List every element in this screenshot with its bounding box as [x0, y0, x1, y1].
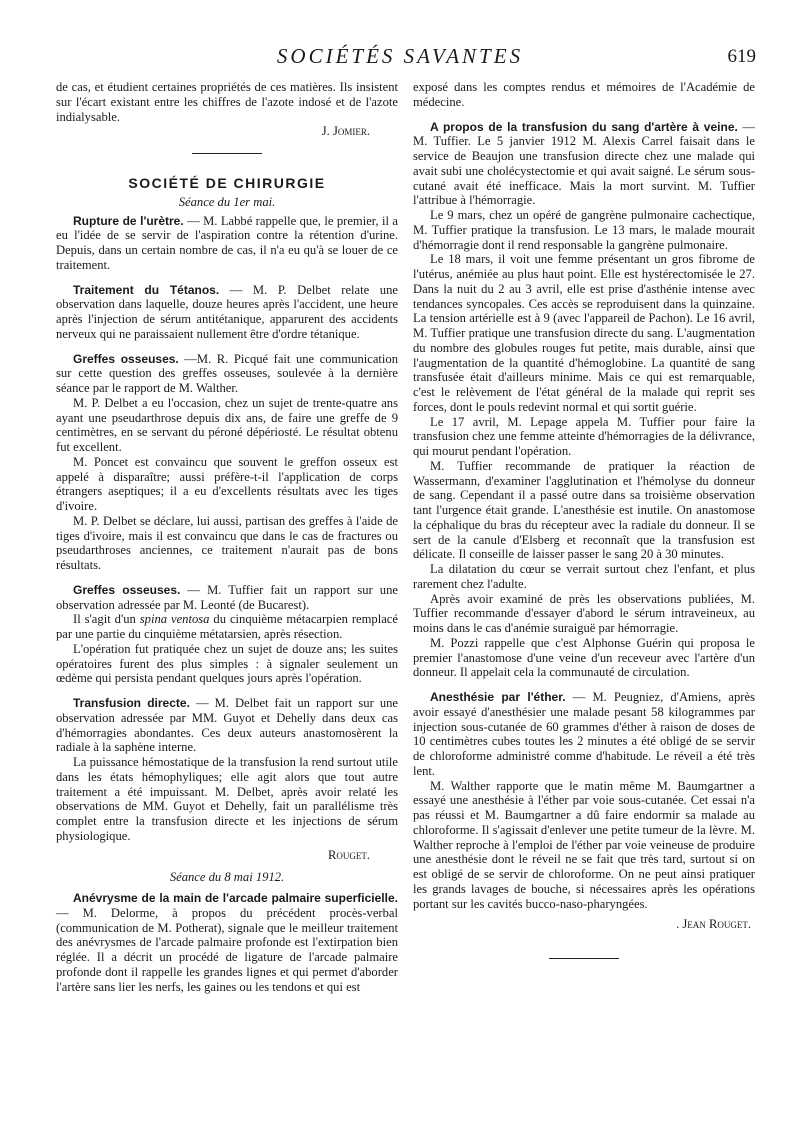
report-text: —M. R. Picqué fait une communication sur cette question des greffes osseuses, soulevée à la dernière séance par le rapport de M. Walther. [56, 351, 399, 395]
running-title: SOCIÉTÉS SAVANTES [276, 44, 524, 68]
text-fragment: du cinquième métacarpien remplacé par une partie du cinquième métatarsien, après résection. [56, 612, 398, 641]
body-paragraph: Le 9 mars, chez un opéré de gangrène pulmonaire cachectique, M. Tuffier pratique la transfusion. Le 13 mars, le malade mourait d'hémorragie dont il rend responsable la gangrène pulmonaire. [413, 208, 755, 252]
body-paragraph: La puissance hémostatique de la transfusion la rend surtout utile dans les états hémophyliques; elle agit alors que tout autre traitement a été impuissant. M. Delbet, après avoir relaté les observations de MM. Guyot et Dehelly, fait un parallélisme très complet entre la transfusion directe et les injections de sérum physiologique. [56, 755, 398, 843]
session-date: Séance du 8 mai 1912. [169, 870, 285, 885]
report-heading: Rupture de l'urètre. [73, 213, 184, 228]
right-column [413, 80, 755, 959]
report-paragraph [56, 696, 398, 755]
report-paragraph [56, 352, 398, 396]
report-heading: Greffes osseuses. [73, 582, 181, 597]
report-text: — M. Tuffier fait un rapport sur une observation adressée par M. Leonté (de Bucarest). [56, 582, 398, 612]
report-heading: Transfusion directe. [73, 696, 190, 710]
session-date: Séance du 1er mai. [178, 194, 276, 209]
body-paragraph: Le 18 mars, il voit une femme présentant un gros fibrome de l'utérus, anémiée au plus haut point. Elle est hystérectomisée le 27. Dans la nuit du 2 au 3 avril, elle est prise d'asthénie intense avec tendances syncopales. Ces accès se reproduisent dans la quinzaine. La tension artérielle est à 9 (avec l'appareil de Pachon). Le 16 avril, M. Tuffier pratique une transfusion directe du sang. L'augmentation du nombre des globules rouges fut petite, mais durable, ainsi que l'augmentation de la quantité d'hémoglobine. La quantité de sang transfusée était d'ailleurs minime. Mais ce qui est remarquable, c'est le relèvement de l'état général de la malade qui reprit ses forces, dont le pouls redevint normal et qui sortit guérie. [413, 252, 755, 414]
report-paragraph [56, 891, 398, 994]
running-head [0, 44, 800, 68]
divider [549, 958, 619, 959]
body-paragraph: Après avoir examiné de près les observations publiées, M. Tuffier recommande d'essayer d'abord le sérum intraveineux, au moins dans le cas d'anémie suraiguë par hémorragie. [413, 591, 755, 635]
report-text: — M. Delbet fait un rapport sur une observation adressée par MM. Guyot et Dehelly dans deux cas d'hémorragies abondantes. Ces deux auteurs anastomosèrent la radiale à la saphène interne. [56, 696, 399, 755]
italic-term: spina ventosa [139, 612, 210, 627]
report-signature: . Jean Rouget. [676, 917, 751, 932]
report-paragraph [56, 583, 398, 613]
body-paragraph: M. P. Delbet se déclare, lui aussi, partisan des greffes à l'aide de tiges d'ivoire, mais il est convaincu que dans le cas de fractures ou pseudarthroses anciennes, ce traitement n'aurait pas de bons résultats. [56, 513, 398, 572]
report-text: — M. Peugniez, d'Amiens, après avoir essayé d'anesthésier une malade pesant 58 kilogrammes par injection sous-cutanée de 60 grammes d'éther à raison de doses de 10 centimètres cubes toutes les 2 minutes a été obligé de se servir de chloroforme administré comme d'habitude. Le réveil a été très lent. [413, 690, 755, 778]
report-paragraph [413, 690, 755, 779]
body-paragraph: Le 17 avril, M. Lepage appela M. Tuffier pour faire la transfusion chez une femme atteinte d'hémorragies de la délivrance, qui mourut pendant l'opération. [413, 414, 755, 458]
report-heading: Anévrysme de la main de l'arcade palmaire superficielle. [73, 891, 398, 905]
report-paragraph [56, 283, 398, 342]
body-paragraph: exposé dans les comptes rendus et mémoires de l'Académie de médecine. [413, 80, 755, 109]
body-paragraph: M. Walther rapporte que le matin même M. Baumgartner a essayé une anesthésie à l'éther par voie sous-cutanée. Cet essai n'a pas réussi et M. Baumgartner a dû faire endormir sa malade au chloroforme. Il s'agissait d'enlever une petite tumeur de la lèvre. M. Walther reproche à l'emploi de l'éther par voie veineuse de produire une anesthésie dont le réveil ne se fait que très tard, surtout si on est obligé de se servir de chloroforme. On ne peut ainsi pratiquer les grands lavages de bouche, si nécessaires après les opérations portant sur les cavités bucco-naso-pharyngées. [413, 778, 755, 911]
intro-paragraph: de cas, et étudient certaines propriétés de ces matières. Ils insistent sur l'écart existant entre les chiffres de l'azote indosé et de l'azote indialysable. [56, 80, 398, 124]
report-text: — M. Tuffier. Le 5 janvier 1912 M. Alexis Carrel faisait dans le service de Beaujon une transfusion directe chez une malade qui avait subi une cholécystectomie et qui avait saigné. Le sérum sous-cutané avait été inefficace. Mais la mort survint. M. Tuffier l'attribue à l'hémorragie. [413, 119, 755, 208]
page-number: 619 [727, 46, 756, 67]
body-paragraph: La dilatation du cœur se verrait surtout chez l'enfant, et plus rarement chez l'adulte. [413, 562, 755, 591]
report-text: — M. Labbé rappelle que, le premier, il a eu l'idée de se servir de l'aspiration contre la rétention d'urine. Depuis, dans un certain nombre de cas, il n'a eu qu'à se louer de ce traitement. [56, 213, 399, 272]
body-paragraph: M. Poncet est convaincu que souvent le greffon osseux est appelé à disparaître; aussi préfère-t-il l'application de corps étrangers aseptiques; il a eu d'excellents résultats avec les tiges d'ivoire. [56, 454, 398, 513]
body-paragraph: M. P. Delbet a eu l'occasion, chez un sujet de trente-quatre ans ayant une pseudarthrose depuis dix ans, de faire une greffe de 9 centimètres, en se servant du péroné dépériosté. Le résultat obtenu fut excellent. [56, 395, 398, 454]
report-heading: Greffes osseuses. [73, 351, 179, 366]
report-paragraph [56, 214, 398, 273]
report-heading: Anesthésie par l'éther. [430, 690, 566, 704]
report-heading: A propos de la transfusion du sang d'artère à veine. [430, 119, 738, 134]
intro-signature: J. Jomier. [321, 124, 370, 139]
report-heading: Traitement du Tétanos. [73, 282, 220, 297]
body-paragraph [56, 612, 398, 642]
report-signature: Rouget. [327, 847, 370, 862]
section-title: SOCIÉTÉ DE CHIRURGIE [128, 175, 326, 191]
report-text: — M. Delorme, à propos du précédent procès-verbal (communication de M. Potherat), signale que le meilleur traitement des anévrysmes de l'arcade palmaire profonde est l'extirpation bien réglée. Il a décrit un procédé de ligature de l'arcade palmaire profonde dont il rappelle les grandes lignes et qui permet d'aborder l'artère sans lier les nerfs, les gaines ou les tendons et qui est [56, 905, 398, 994]
body-paragraph: M. Pozzi rappelle que c'est Alphonse Guérin qui proposa le premier l'anastomose d'une veine d'un receveur avec l'artère d'un donneur. Il appelait cela la communauté de circulation. [413, 635, 755, 680]
report-paragraph [413, 120, 755, 209]
body-paragraph: L'opération fut pratiquée chez un sujet de douze ans; les suites opératoires furent des plus simples : à signaler seulement un œdème qui persista pendant quelques jours après l'opération. [56, 641, 398, 686]
report-text: — M. P. Delbet relate une observation dans laquelle, douze heures après l'accident, une heure après l'injection de sérum antitétanique, apparurent des accidents nerveux qui ne paraissaient nullement être d'ordre tétanique. [56, 282, 398, 341]
left-column [56, 80, 398, 994]
body-paragraph: M. Tuffier recommande de pratiquer la réaction de Wassermann, d'examiner l'agglutination et l'hémolyse du donneur de sang. Cependant il a passé outre dans sa troisième observation tant l'urgence était grande. L'anesthésie est inutile. On anastomose la céphalique du bras du récepteur avec la radiale du donneur. Il se sert de la canule d'Elsberg et reconnaît que la transfusion est délicate. Il conseille de laisser passer le sang 20 à 30 minutes. [413, 458, 755, 562]
text-fragment: Il s'agit d'un [73, 612, 140, 627]
